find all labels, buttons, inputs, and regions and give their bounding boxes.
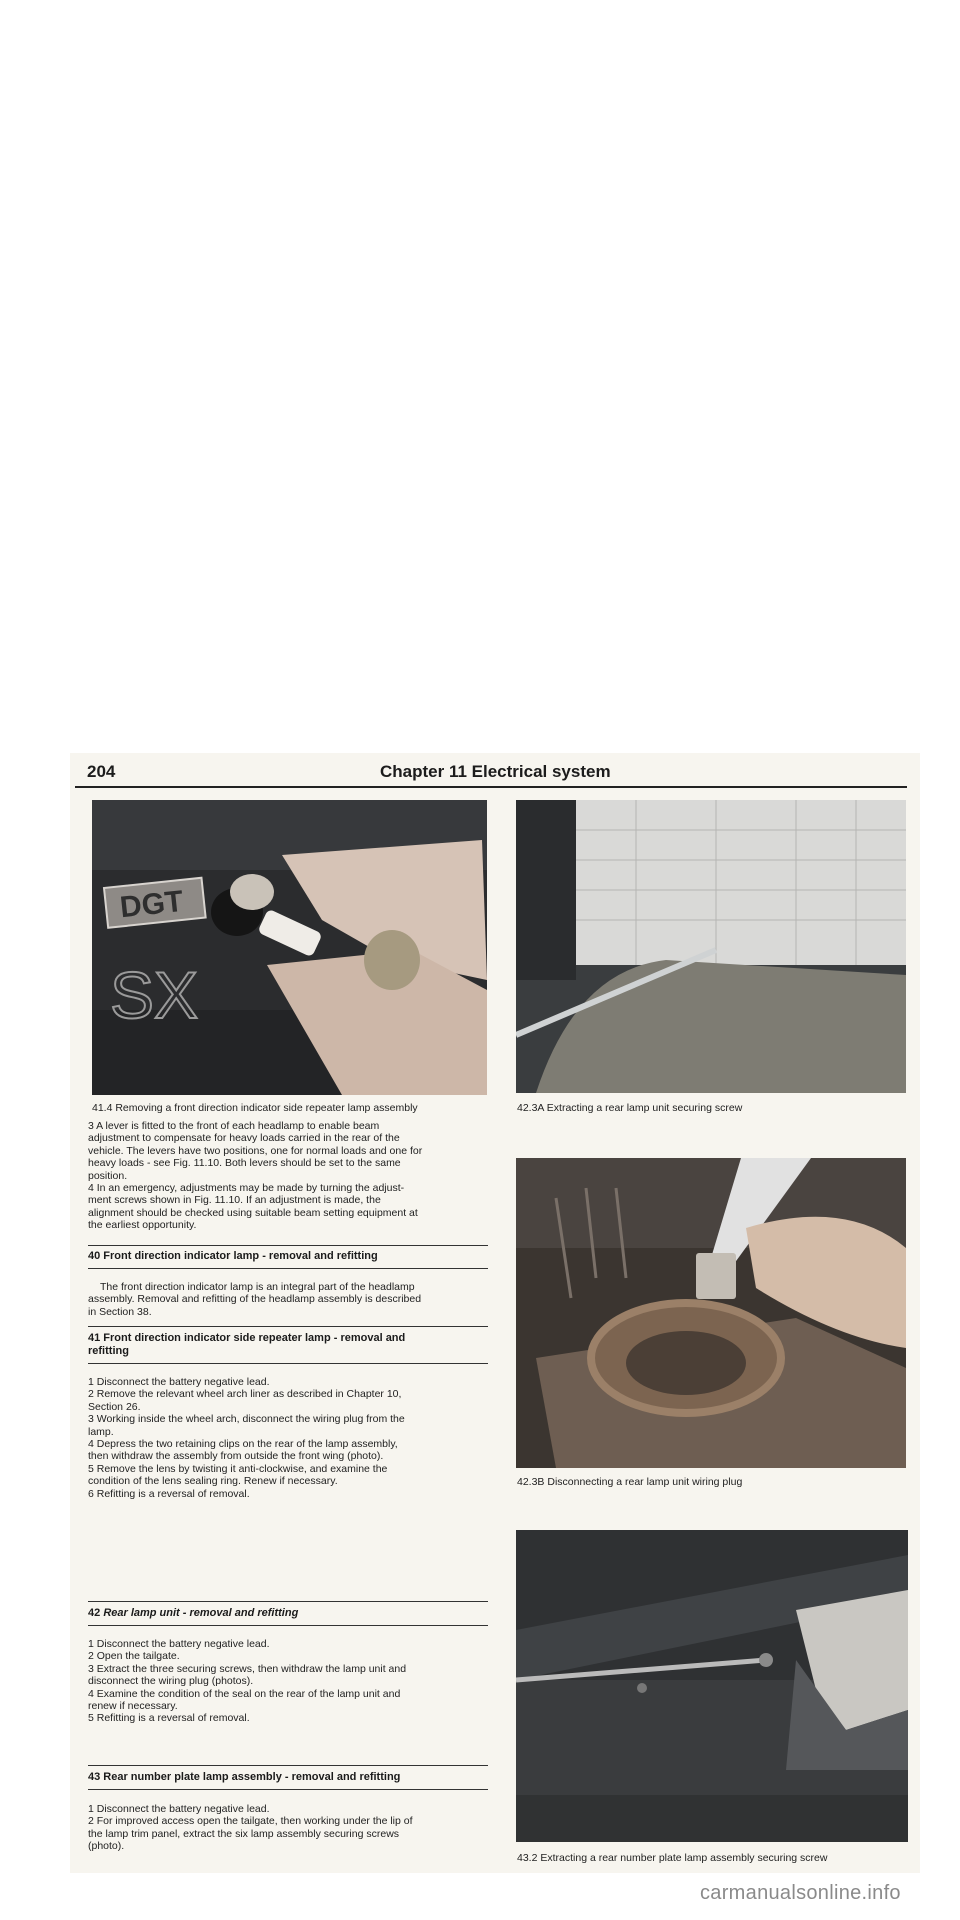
- text-line: 1 Disconnect the battery negative lead.: [88, 1376, 270, 1388]
- text-line: 5 Remove the lens by twisting it anti-clockwise, and examine the: [88, 1462, 388, 1475]
- section-40-rule-top: [88, 1245, 488, 1246]
- text-line: 2 For improved access open the tailgate, then working under the lip of: [88, 1815, 413, 1828]
- photo-42-3b-image: [516, 1158, 906, 1468]
- section-41-body: [88, 1376, 488, 1500]
- page-number: 204: [87, 762, 116, 781]
- section-40-body: [88, 1281, 488, 1318]
- photo-42-3a-image: [516, 800, 906, 1093]
- text-line: alignment should be checked using suitable beam setting equipment at: [88, 1206, 418, 1219]
- section-41-rule-top: [88, 1326, 488, 1327]
- photo-42-3b: [516, 1158, 906, 1468]
- text-line: 3 A lever is fitted to the front of each headlamp to enable beam: [88, 1120, 380, 1132]
- photo-43-2: [516, 1530, 908, 1842]
- badge-dgt-text: DGT: [118, 884, 185, 925]
- text-line: adjustment to compensate for heavy loads carried in the rear of the: [88, 1132, 400, 1145]
- intro-paragraphs: [88, 1120, 488, 1232]
- text-line: in Section 38.: [88, 1305, 152, 1318]
- photo-41-4: [92, 800, 487, 1095]
- section-42-rule-bottom: [88, 1625, 488, 1626]
- text-line: 3 Extract the three securing screws, then withdraw the lamp unit and: [88, 1662, 407, 1675]
- caption-42-3b: 42.3B Disconnecting a rear lamp unit wiring plug: [517, 1476, 743, 1488]
- photo-41-4-image: [92, 800, 487, 1095]
- badge-sx-text: SX: [110, 958, 199, 1032]
- text-line: Section 26.: [88, 1400, 141, 1413]
- text-line: ment screws shown in Fig. 11.10. If an adjustment is made, the: [88, 1194, 381, 1207]
- text-line: lamp.: [88, 1425, 114, 1438]
- photo-42-3a: [516, 800, 906, 1093]
- section-43-rule-top: [88, 1765, 488, 1766]
- section-42-number: 42: [88, 1607, 101, 1619]
- section-41-rule-bottom: [88, 1363, 488, 1364]
- section-41-heading: [88, 1332, 488, 1358]
- section-43-rule-bottom: [88, 1789, 488, 1790]
- text-line: 4 Examine the condition of the seal on the rear of the lamp unit and: [88, 1687, 401, 1700]
- text-line: 1 Disconnect the battery negative lead.: [88, 1803, 270, 1815]
- caption-41-4: 41.4 Removing a front direction indicator side repeater lamp assembly: [92, 1102, 418, 1114]
- watermark-link[interactable]: carmanualsonline.info: [700, 1882, 901, 1904]
- text-line: renew if necessary.: [88, 1700, 178, 1713]
- section-42-title: Rear lamp unit - removal and refitting: [103, 1607, 299, 1619]
- section-43-heading: 43 Rear number plate lamp assembly - removal and refitting: [88, 1771, 401, 1783]
- text-line: position.: [88, 1169, 128, 1182]
- text-line: 2 Open the tailgate.: [88, 1650, 180, 1663]
- chapter-title: Chapter 11 Electrical system: [380, 762, 611, 781]
- section-43-body: [88, 1803, 488, 1853]
- text-line: assembly. Removal and refitting of the headlamp assembly is described: [88, 1293, 422, 1306]
- page-header: [75, 762, 905, 784]
- section-42-rule-top: [88, 1601, 488, 1602]
- caption-43-2: 43.2 Extracting a rear number plate lamp assembly securing screw: [517, 1852, 828, 1864]
- text-line: 2 Remove the relevant wheel arch liner as described in Chapter 10,: [88, 1388, 402, 1401]
- text-line: The front direction indicator lamp is an integral part of the headlamp: [100, 1281, 415, 1293]
- text-line: the earliest opportunity.: [88, 1219, 197, 1232]
- text-line: 4 Depress the two retaining clips on the rear of the lamp assembly,: [88, 1438, 398, 1451]
- text-line: condition of the lens sealing ring. Renew if necessary.: [88, 1475, 338, 1488]
- text-line: heavy loads - see Fig. 11.10. Both levers should be set to the same: [88, 1157, 401, 1170]
- photo-43-2-image: [516, 1530, 908, 1842]
- section-40-heading: 40 Front direction indicator lamp - removal and refitting: [88, 1250, 378, 1262]
- section-41-heading-line: 41 Front direction indicator side repeater lamp - removal and: [88, 1332, 406, 1344]
- section-42-heading: [88, 1607, 488, 1620]
- text-line: the lamp trim panel, extract the six lamp assembly securing screws: [88, 1827, 400, 1840]
- text-line: 5 Refitting is a reversal of removal.: [88, 1712, 250, 1725]
- header-rule: [75, 786, 907, 788]
- text-line: vehicle. The levers have two positions, one for normal loads and one for: [88, 1144, 423, 1157]
- section-41-heading-line: refitting: [88, 1345, 129, 1357]
- text-line: 4 In an emergency, adjustments may be made by turning the adjust-: [88, 1182, 405, 1195]
- text-line: 1 Disconnect the battery negative lead.: [88, 1638, 270, 1650]
- caption-42-3a: 42.3A Extracting a rear lamp unit securing screw: [517, 1102, 743, 1114]
- section-42-body: [88, 1638, 488, 1725]
- text-line: 6 Refitting is a reversal of removal.: [88, 1487, 250, 1500]
- section-40-rule-bottom: [88, 1268, 488, 1269]
- text-line: then withdraw the assembly from outside the front wing (photo).: [88, 1450, 384, 1463]
- text-line: disconnect the wiring plug (photos).: [88, 1675, 254, 1688]
- text-line: (photo).: [88, 1840, 125, 1853]
- text-line: 3 Working inside the wheel arch, disconnect the wiring plug from the: [88, 1413, 405, 1426]
